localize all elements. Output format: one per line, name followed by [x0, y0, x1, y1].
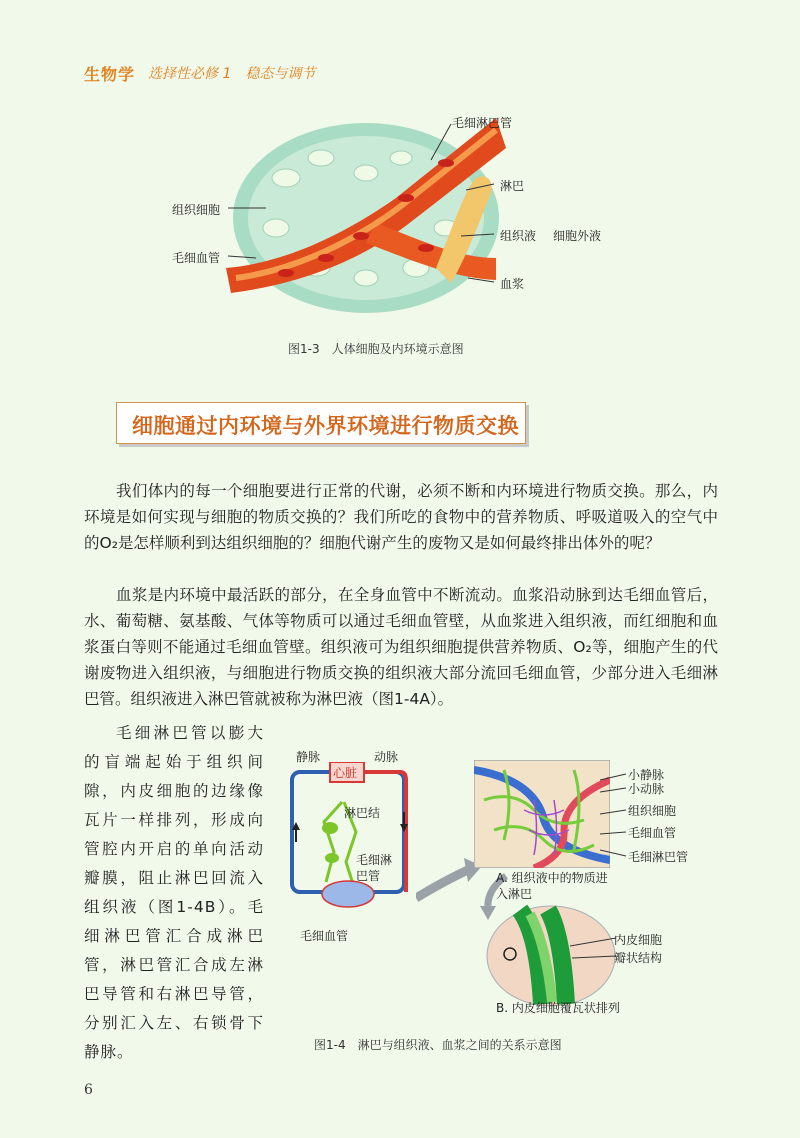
label-plasma: 血浆 [500, 277, 525, 291]
label-small-artery: 小动脉 [628, 782, 665, 796]
section-title: 细胞通过内环境与外界环境进行物质交换 [132, 414, 519, 438]
paragraph-1: 我们体内的每一个细胞要进行正常的代谢，必须不断和内环境进行物质交换。那么，内环境是如何实现与细胞的物质交换的？我们所吃的食物中的营养物质、呼吸道吸入的空气中的O₂是怎样顺利到达组织细胞的？细胞代谢产生的废物又是如何最终排出体外的呢？ [84, 482, 718, 552]
label-capillary-lymph-left: 毛细淋巴管 [356, 853, 393, 883]
label-capillary-left: 毛细血管 [300, 929, 349, 943]
label-lymph: 淋巴 [500, 179, 525, 193]
figure-1-4B-leader-lines [570, 932, 620, 962]
label-small-vein: 小静脉 [628, 768, 665, 782]
paragraph-3: 毛细淋巴管以膨大的盲端起始于组织间隙，内皮细胞的边缘像瓦片一样排列，形成向管腔内开启的单向活动瓣膜，阻止淋巴回流入组织液（图1-4B）。毛细淋巴管汇合成淋巴管，淋巴管汇合成左淋巴导管和右淋巴导管，分别汇入左、右锁骨下静脉。 [84, 724, 264, 1061]
label-extracellular-fluid: 细胞外液 [553, 229, 602, 243]
figure-1-4-caption: 图1-4 淋巴与组织液、血浆之间的关系示意图 [314, 1038, 562, 1052]
figure-1-4A-subcaption: A. 组织液中的物质进入淋巴 [496, 871, 608, 901]
label-artery: 动脉 [374, 750, 399, 764]
figure-1-4-circulation-diagram [284, 762, 424, 912]
label-vein: 静脉 [296, 750, 321, 764]
figure-1-4A-leader-lines [600, 770, 630, 870]
paragraph-2: 血浆是内环境中最活跃的部分，在全身血管中不断流动。血浆沿动脉到达毛细血管后，水、葡萄糖、氨基酸、气体等物质可以通过毛细血管壁，从血浆进入组织液，而红细胞和血浆蛋白等则不能通过毛细血管壁。组织液可为组织细胞提供营养物质、O₂等，细胞产生的代谢废物进入组织液，与细胞进行物质交换的组织液大部分流回毛细血管，少部分进入毛细淋巴管。组织液进入淋巴管就被称为淋巴液（图1-4A）。 [84, 586, 718, 708]
label-capillary-a: 毛细血管 [628, 826, 677, 840]
header-book-title: 选择性必修 1 稳态与调节 [148, 66, 316, 82]
page-number: 6 [84, 1082, 93, 1098]
label-lymph-node: 淋巴结 [344, 806, 381, 820]
header-subject: 生物学 [84, 65, 136, 84]
label-heart: 心脏 [333, 766, 358, 780]
label-endothelial-cell: 内皮细胞 [614, 933, 663, 947]
figure-1-4A-inset [474, 760, 610, 868]
label-capillary: 毛细血管 [172, 251, 221, 265]
figure-1-3-leader-lines [226, 118, 526, 298]
label-tissue-cell: 组织细胞 [172, 203, 221, 217]
label-valve-structure: 瓣状结构 [614, 951, 663, 965]
label-tissue-fluid: 组织液 [500, 229, 537, 243]
figure-1-3-caption: 图1-3 人体细胞及内环境示意图 [288, 342, 464, 356]
label-capillary-lymph-a: 毛细淋巴管 [628, 850, 689, 864]
label-capillary-lymph: 毛细淋巴管 [452, 116, 513, 130]
figure-1-4B-subcaption: B. 内皮细胞覆瓦状排列 [496, 1001, 620, 1015]
label-tissue-cell-a: 组织细胞 [628, 804, 677, 818]
